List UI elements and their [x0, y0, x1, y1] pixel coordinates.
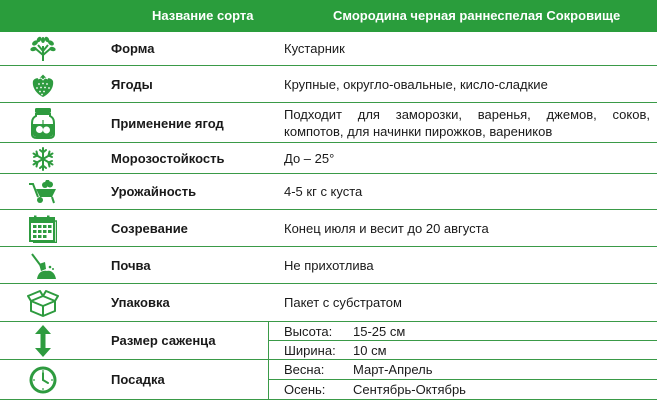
row-name: Морозостойкость [111, 151, 225, 166]
row-name: Размер саженца [111, 333, 216, 348]
sub-row-spring [268, 360, 657, 380]
row-value: Крупные, округло-овальные, кисло-сладкие [284, 77, 548, 92]
table-row-yield [0, 174, 657, 210]
header-variety-label: Название сорта [152, 8, 254, 23]
sub-value: 15-25 см [353, 324, 406, 339]
sub-value: 10 см [353, 343, 387, 358]
table-row-usage [0, 103, 657, 143]
up-down-arrow-icon [22, 325, 64, 357]
row-value: Подходит для заморозки, варенья, джемов, соков, компотов, для начинки пирожков, вареников [284, 107, 650, 139]
row-value: До – 25° [284, 151, 335, 166]
sub-value: Март-Апрель [353, 362, 433, 377]
shovel-soil-icon [22, 251, 64, 281]
jam-jar-icon [22, 106, 64, 140]
tree-icon [22, 35, 64, 63]
clock-icon [22, 364, 64, 396]
sub-label: Осень: [284, 382, 326, 397]
row-name: Форма [111, 41, 155, 56]
snowflake-icon [22, 146, 64, 171]
row-value: Не прихотлива [284, 258, 374, 273]
sub-row-height [268, 322, 657, 341]
sub-label: Ширина: [284, 343, 336, 358]
row-name: Созревание [111, 221, 188, 236]
row-value: 4-5 кг с куста [284, 184, 363, 199]
row-value: Кустарник [284, 41, 345, 56]
row-name: Ягоды [111, 77, 153, 92]
table-row-berries [0, 66, 657, 103]
wheelbarrow-icon [22, 179, 64, 205]
row-value: Пакет с субстратом [284, 295, 402, 310]
table-row-seedling-size [0, 322, 657, 360]
table-row-soil [0, 247, 657, 284]
sub-value: Сентябрь-Октябрь [353, 382, 466, 397]
row-name: Упаковка [111, 295, 170, 310]
strawberry-icon [22, 70, 64, 99]
header-variety-name: Смородина черная раннеспелая Сокровище [333, 8, 621, 23]
table-row-planting [0, 360, 657, 400]
row-value: Конец июля и весит до 20 августа [284, 221, 489, 236]
calendar-icon [22, 214, 64, 244]
table-row-packaging [0, 284, 657, 322]
row-name: Применение ягод [111, 116, 224, 131]
sub-label: Весна: [284, 362, 325, 377]
row-name: Почва [111, 258, 151, 273]
table-row-ripening [0, 210, 657, 247]
row-name: Урожайность [111, 184, 197, 199]
table-row-frost [0, 143, 657, 174]
row-name: Посадка [111, 372, 165, 387]
table-header [0, 0, 657, 32]
table-row-form [0, 32, 657, 66]
box-icon [22, 287, 64, 319]
sub-label: Высота: [284, 324, 333, 339]
